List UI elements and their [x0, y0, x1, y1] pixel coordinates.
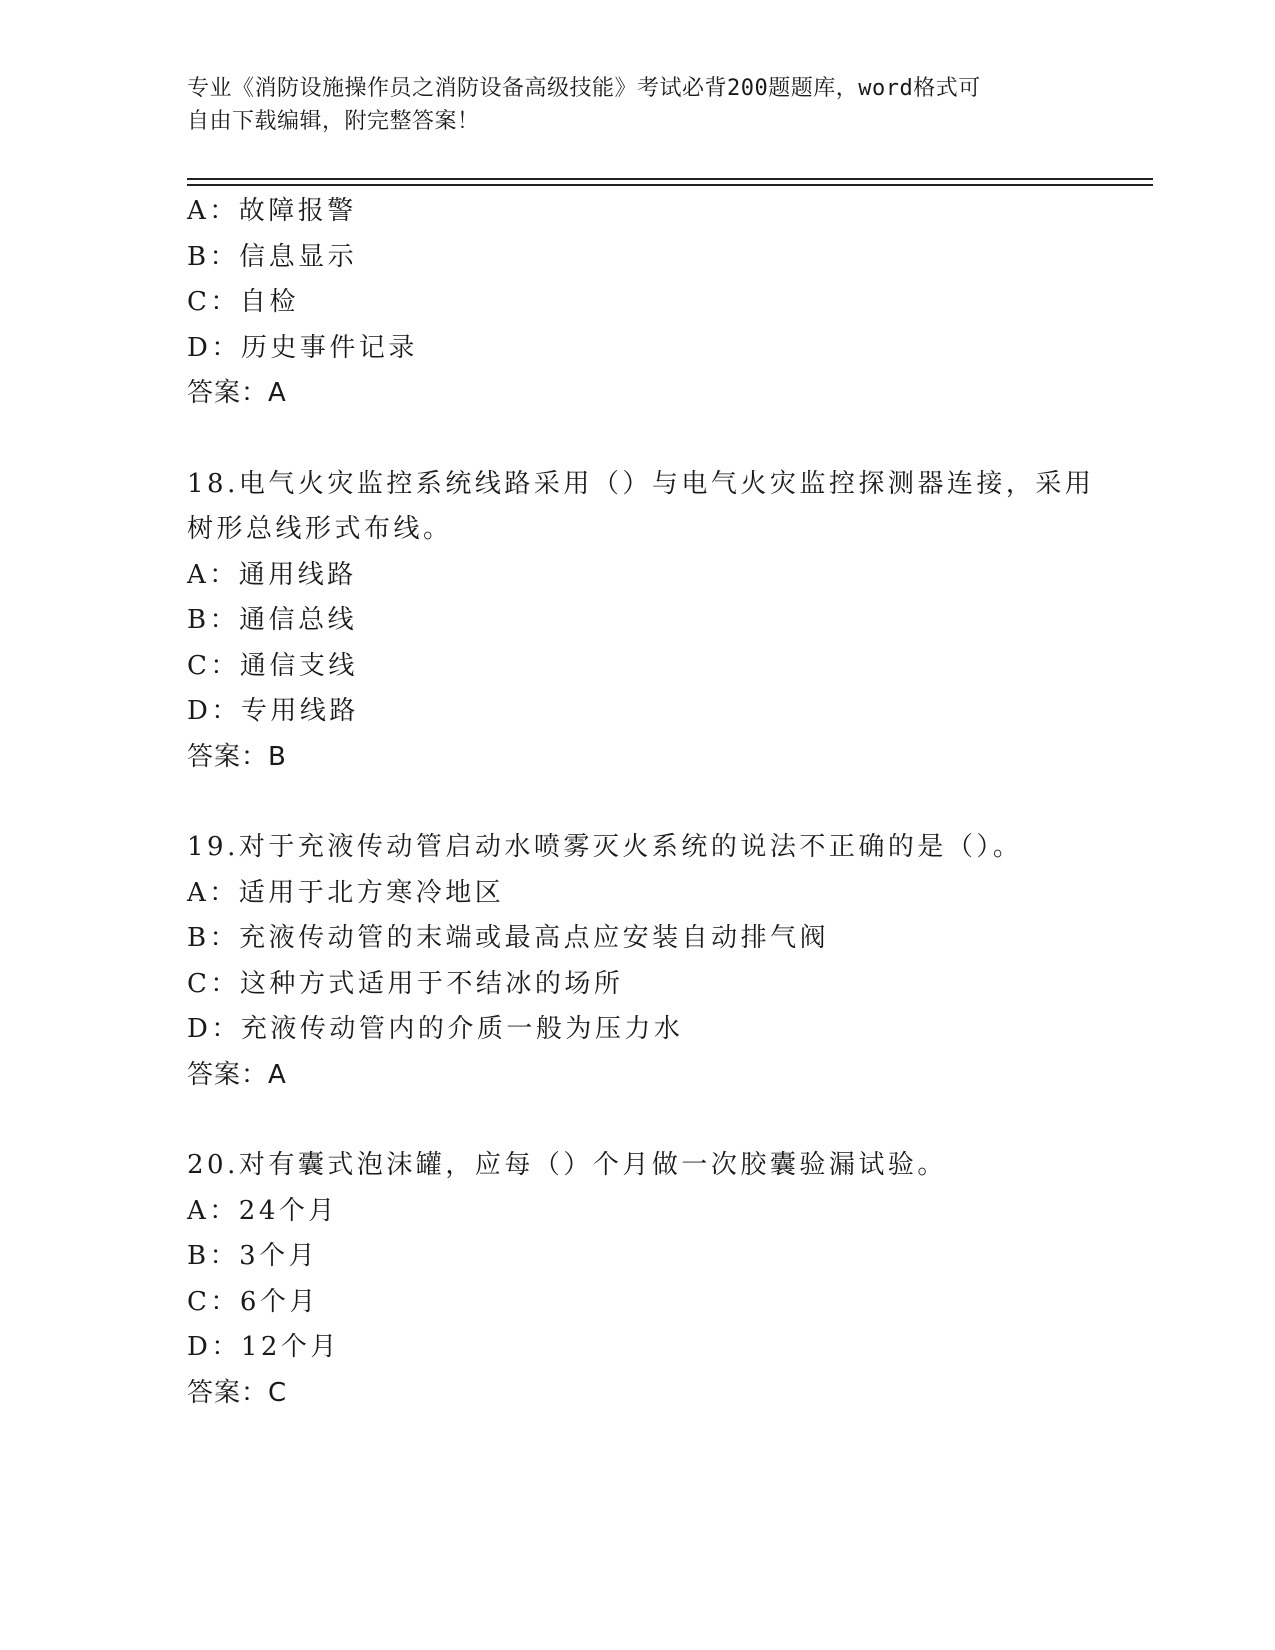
option-d: D：专用线路 [187, 696, 359, 726]
question-list [187, 189, 1127, 1416]
option-b: B：信息显示 [187, 241, 358, 272]
option-a: A：通用线路 [187, 559, 357, 590]
question-text-line-1: 19.对于充液传动管启动水喷雾灭火系统的说法不正确的是（）。 [187, 832, 1023, 862]
question-19 [187, 825, 1127, 1098]
option-b: B：通信总线 [187, 605, 358, 635]
option-c: C：6个月 [187, 1286, 319, 1317]
question-20 [187, 1143, 1127, 1416]
option-d: D：历史事件记录 [187, 332, 418, 363]
option-b: B：3个月 [187, 1241, 319, 1271]
answer-line: 答案：A [187, 378, 287, 408]
option-c: C：这种方式适用于不结冰的场所 [187, 968, 624, 999]
answer-line: 答案：A [187, 1059, 287, 1090]
option-a: A：适用于北方寒冷地区 [187, 877, 505, 908]
option-c: C：自检 [187, 287, 299, 317]
header-line-1: 专业《消防设施操作员之消防设备高级技能》考试必背200题题库，word格式可 [187, 76, 981, 101]
question-text-line-1: 18.电气火灾监控系统线路采用（）与电气火灾监控探测器连接，采用 [187, 468, 1095, 499]
option-d: D：充液传动管内的介质一般为压力水 [187, 1014, 684, 1044]
answer-line: 答案：B [187, 741, 287, 772]
option-a: A：24个月 [187, 1195, 338, 1226]
header-line-2: 自由下载编辑，附完整答案！ [187, 109, 480, 134]
option-a: A：故障报警 [187, 196, 357, 226]
answer-line: 答案：C [187, 1377, 288, 1408]
header-divider-bottom [187, 184, 1153, 186]
option-d: D：12个月 [187, 1332, 340, 1362]
header-divider-top [187, 178, 1153, 180]
question-18 [187, 462, 1127, 781]
option-c: C：通信支线 [187, 650, 358, 681]
option-b: B：充液传动管的末端或最高点应安装自动排气阀 [187, 923, 830, 953]
document-header [187, 72, 1087, 138]
question-text-line-2: 树形总线形式布线。 [187, 514, 453, 544]
question-17-continued [187, 189, 1127, 417]
question-text-line-1: 20.对有囊式泡沫罐，应每（）个月做一次胶囊验漏试验。 [187, 1150, 947, 1180]
